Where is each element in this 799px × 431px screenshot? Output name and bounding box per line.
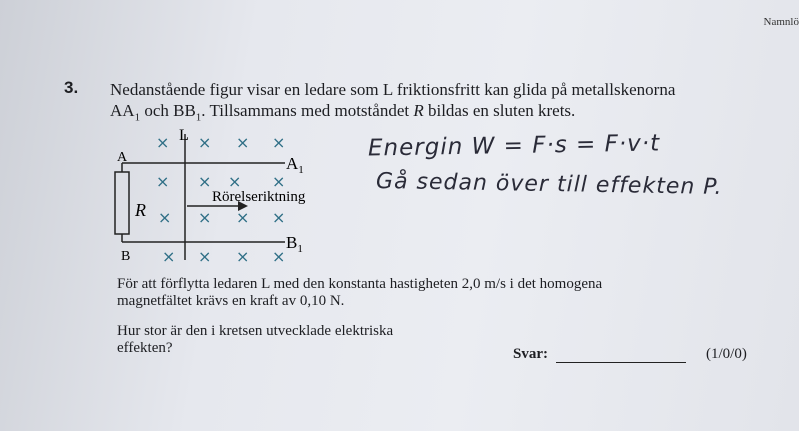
field-cross: × [272, 172, 286, 191]
question-text-line2: $AA_1$ och $BB_1$. Tillsammans med motståndet R bildas en sluten krets. [110, 101, 576, 124]
handwritten-note-line2: Gå sedan över till effekten P. [375, 168, 723, 201]
ask-text-line2: effekten? [117, 340, 173, 356]
label-l: L [179, 127, 189, 144]
question-number: 3. [64, 78, 79, 97]
points-label: (1/0/0) [706, 346, 747, 362]
field-cross: × [198, 208, 212, 227]
field-cross: × [198, 172, 212, 191]
field-cross: × [272, 247, 286, 266]
body-text-line1: För att förflytta ledaren L med den konstanta hastigheten 2,0 m/s i det homogena [117, 276, 603, 292]
resistor [115, 172, 129, 234]
answer-label: Svar: [513, 346, 548, 362]
label-b1: $B_1$ [286, 233, 303, 255]
label-r: R [135, 200, 146, 220]
body-text-line2: magnetfältet krävs en kraft av 0,10 N. [117, 293, 345, 309]
question-text-line1: Nedanstående figur visar en ledare som L friktionsfritt kan glida på metallskenorna [110, 80, 676, 99]
field-cross: × [158, 208, 172, 227]
field-cross: × [236, 133, 250, 152]
field-cross: × [272, 208, 286, 227]
field-cross: × [198, 247, 212, 266]
circuit-figure [100, 120, 340, 270]
field-cross: × [156, 133, 170, 152]
field-cross: × [156, 172, 170, 191]
field-cross: × [272, 133, 286, 152]
label-a: A [117, 150, 128, 165]
field-cross: × [198, 133, 212, 152]
field-cross: × [236, 208, 250, 227]
answer-line[interactable] [556, 362, 686, 363]
ask-text-line1: Hur stor är den i kretsen utvecklade elektriska [117, 323, 394, 339]
label-motion: Rörelseriktning [212, 189, 306, 205]
label-b: B [121, 249, 131, 264]
field-cross: × [162, 247, 176, 266]
window-corner-text: Namnlö [763, 16, 799, 28]
field-cross: × [236, 247, 250, 266]
field-cross: × [228, 172, 242, 191]
label-a1: $A_1$ [286, 154, 304, 176]
handwritten-note-line1: Energin W = F·s = F·v·t [367, 130, 661, 162]
